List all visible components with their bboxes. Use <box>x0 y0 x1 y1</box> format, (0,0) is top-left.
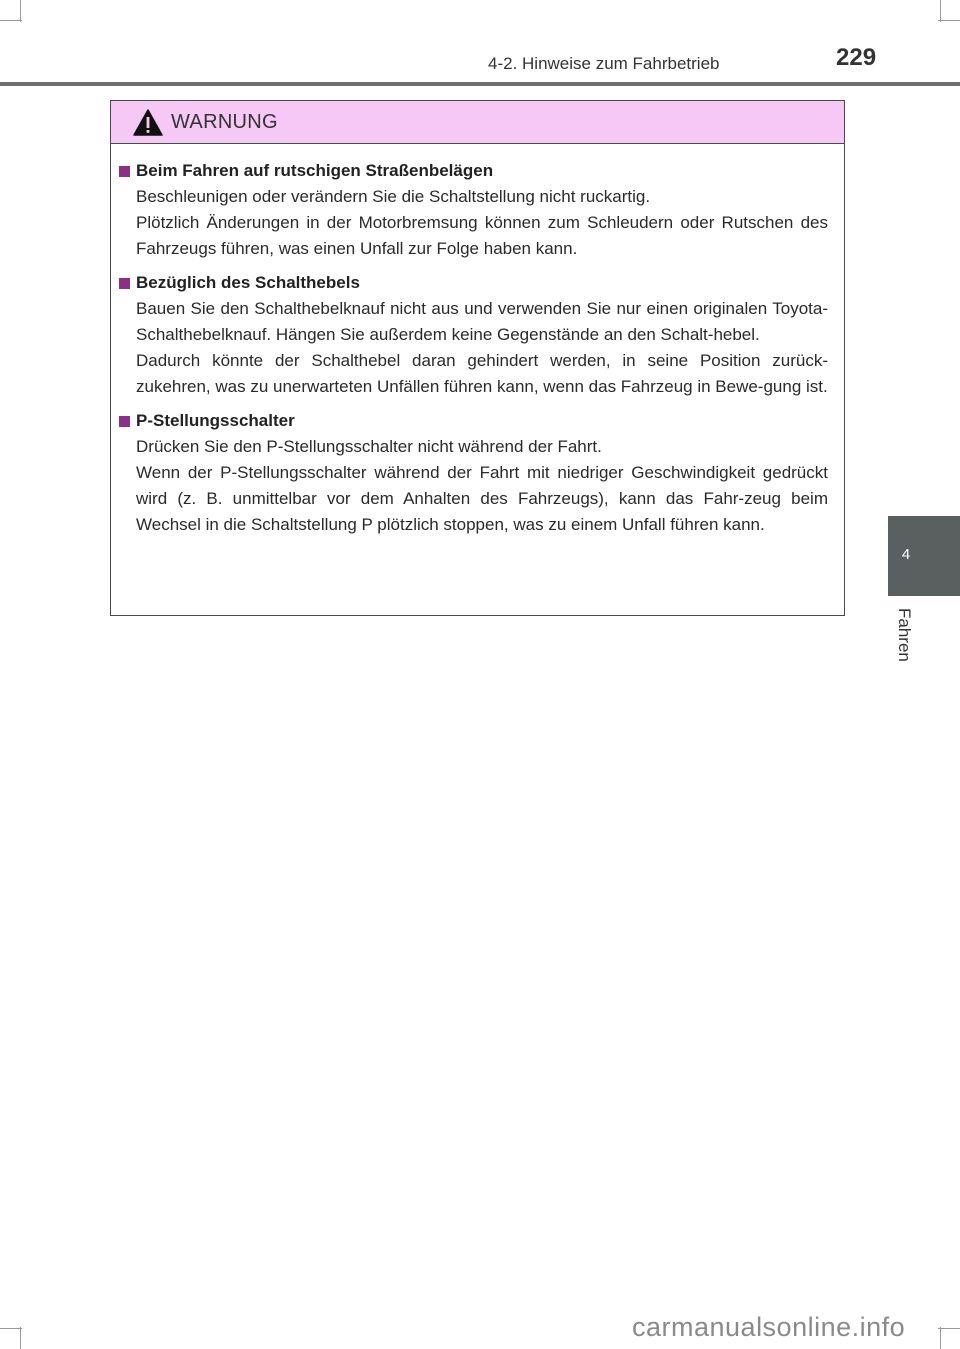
crop-mark <box>938 1328 960 1329</box>
header-section-title: 4-2. Hinweise zum Fahrbetrieb <box>488 54 720 73</box>
section-heading <box>119 408 828 434</box>
warning-section <box>119 158 828 262</box>
crop-mark <box>0 20 22 21</box>
warning-title: WARNUNG <box>171 111 278 133</box>
square-bullet-icon <box>119 416 130 427</box>
crop-mark <box>940 0 941 22</box>
section-paragraph: Wenn der P-Stellungsschalter während der Fahrt mit niedriger Geschwindigkeit gedrückt wird (z. B. unmittelbar vor dem Anhalten des Fahrzeugs), kann das Fahr-zeug beim Wechsel in die Schaltstellung P plötzlich stoppen, was zu einem Unfall führen kann. <box>136 463 828 534</box>
warning-triangle-icon <box>133 109 163 136</box>
section-paragraph: Beschleunigen oder verändern Sie die Schaltstellung nicht ruckartig. <box>136 187 651 206</box>
warning-body <box>111 144 844 538</box>
page-number: 229 <box>836 44 877 71</box>
header-rule <box>0 82 960 86</box>
crop-mark <box>0 1328 22 1329</box>
crop-mark <box>938 20 960 21</box>
chapter-number: 4 <box>901 546 911 563</box>
warning-section <box>119 408 828 538</box>
section-heading-text: Bezüglich des Schalthebels <box>136 273 360 292</box>
watermark: carmanualsonline.info <box>632 1312 906 1342</box>
section-heading-text: P-Stellungsschalter <box>136 411 295 430</box>
chapter-label-text: Fahren <box>895 608 914 662</box>
square-bullet-icon <box>119 278 130 289</box>
square-bullet-icon <box>119 166 130 177</box>
warning-header <box>111 101 844 144</box>
crop-mark <box>20 1327 21 1349</box>
section-heading <box>119 158 828 184</box>
section-paragraph: Dadurch könnte der Schalthebel daran gehindert werden, in seine Position zurück-zukehren, was zu unerwarteten Unfällen führen kann, wenn das Fahrzeug in Bewe-gung ist. <box>136 351 828 396</box>
warning-section <box>119 270 828 400</box>
crop-mark <box>20 0 21 22</box>
section-paragraph: Plötzlich Änderungen in der Motorbremsung können zum Schleudern oder Rutschen des Fahrzeugs führen, was einen Unfall zur Folge haben kann. <box>136 213 828 258</box>
section-heading <box>119 270 828 296</box>
chapter-side-tab <box>888 516 960 596</box>
warning-box <box>110 100 845 616</box>
section-heading-text: Beim Fahren auf rutschigen Straßenbelägen <box>136 161 494 180</box>
chapter-label <box>894 608 918 668</box>
section-paragraph: Drücken Sie den P-Stellungsschalter nicht während der Fahrt. <box>136 437 602 456</box>
section-paragraph: Bauen Sie den Schalthebelknauf nicht aus und verwenden Sie nur einen originalen Toyota-Schalthebelknauf. Hängen Sie außerdem keine Gegenstände an den Schalt-hebel. <box>136 299 828 344</box>
crop-mark <box>940 1327 941 1349</box>
